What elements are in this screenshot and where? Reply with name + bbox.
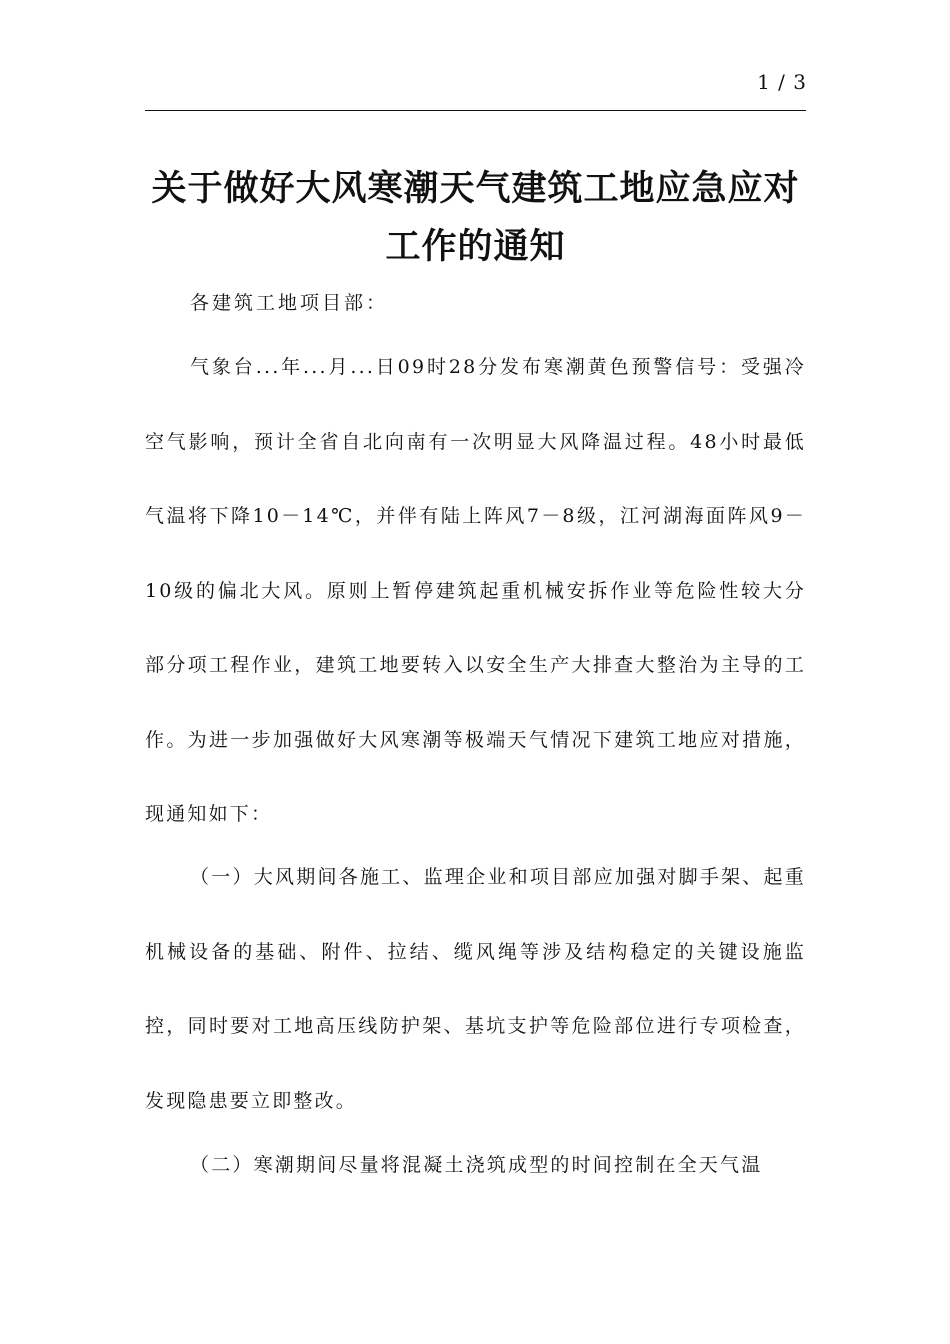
document-title-line-1: 关于做好大风寒潮天气建筑工地应急应对 [151,169,800,209]
page-number: 1 / 3 [757,70,807,94]
document-title [145,160,806,276]
body-paragraph-item-2: （二）寒潮期间尽量将混凝土浇筑成型的时间控制在全天气温 [190,1154,763,1176]
document-title-line-2: 工作的通知 [385,227,566,267]
salutation: 各建筑工地项目部： [190,292,389,314]
body-paragraph-intro: 气象台...年...月...日09时28分发布寒潮黄色预警信号：受强冷空气影响，预计全省自北向南有一次明显大风降温过程。48小时最低气温将下降10－14℃，并伴有陆上阵风7－8级，江河湖海面阵风9－10级的偏北大风。原则上暂停建筑起重机械安拆作业等危险性较大分部分项工程作业，建筑工地要转入以安全生产大排查大整治为主导的工作。为进一步加强做好大风寒潮等极端天气情况下建筑工地应对措施，现通知如下： [145,356,806,825]
body-paragraph-item-1: （一）大风期间各施工、监理企业和项目部应加强对脚手架、起重机械设备的基础、附件、拉结、缆风绳等涉及结构稳定的关键设施监控，同时要对工地高压线防护架、基坑支护等危险部位进行专项检查，发现隐患要立即整改。 [145,866,806,1112]
header-divider [145,110,806,111]
